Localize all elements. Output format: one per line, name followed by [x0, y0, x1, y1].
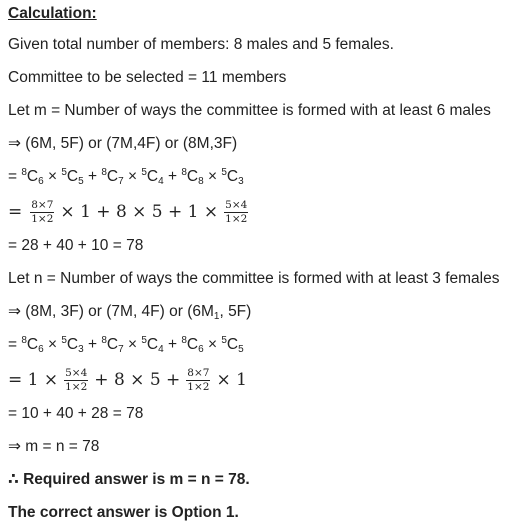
required-answer-line: ∴ Required answer is m = n = 78. [8, 471, 250, 488]
fraction-8x7: $\frac{8\times 7}{1\times 2}$ [31, 198, 54, 225]
n-cases-line: ⇒ (8M, 3F) or (7M, 4F) or ($6M_1$, 5F) [8, 303, 252, 322]
n-result-line: = 10 + 40 + 28 = 78 [8, 405, 144, 422]
m-expression-line: = $\frac{8\times 7}{1\times 2}$ × 1 + 8 × 5 + 1 × $\frac{5\times 4}{1\times 2}$ [8, 198, 248, 225]
m-term-1: = $^8C_6 \times ^5C_5$ [8, 167, 84, 187]
correct-answer-line: The correct answer is Option 1. [8, 504, 239, 521]
given-line: Given total number of members: 8 males and 5 females. [8, 36, 394, 53]
n-term-3: + $^8C_6 \times ^5C_5$ [163, 335, 244, 355]
n-term-2: + $^8C_7 \times ^5C_4$ [83, 335, 164, 355]
fraction-8x7: $\frac{8\times 7}{1\times 2}$ [187, 366, 210, 393]
n-term-1: = $^8C_6 \times ^5C_3$ [8, 335, 84, 355]
m-term-2: + $^8C_7 \times ^5C_4$ [83, 167, 164, 187]
m-cases-line: ⇒ (6M, 5F) or (7M,4F) or (8M,3F) [8, 135, 238, 152]
committee-line: Committee to be selected = 11 members [8, 69, 287, 86]
m-equals-n-line: ⇒ m = n = 78 [8, 438, 100, 455]
m-term-3: + $^8C_8 \times ^5C_3$ [163, 167, 244, 187]
m-combination-line [8, 167, 244, 187]
n-combination-line [8, 335, 244, 355]
m-result-line: = 28 + 40 + 10 = 78 [8, 237, 144, 254]
fraction-5x4: $\frac{5\times 4}{1\times 2}$ [65, 366, 88, 393]
calculation-heading: Calculation: [8, 5, 97, 22]
m-definition-line: Let m = Number of ways the committee is formed with at least 6 males [8, 102, 491, 119]
fraction-5x4: $\frac{5\times 4}{1\times 2}$ [225, 198, 248, 225]
n-expression-line: = 1 × $\frac{5\times 4}{1\times 2}$ + 8 × 5 + $\frac{8\times 7}{1\times 2}$ × 1 [8, 366, 247, 393]
n-definition-line: Let n = Number of ways the committee is formed with at least 3 females [8, 270, 500, 287]
